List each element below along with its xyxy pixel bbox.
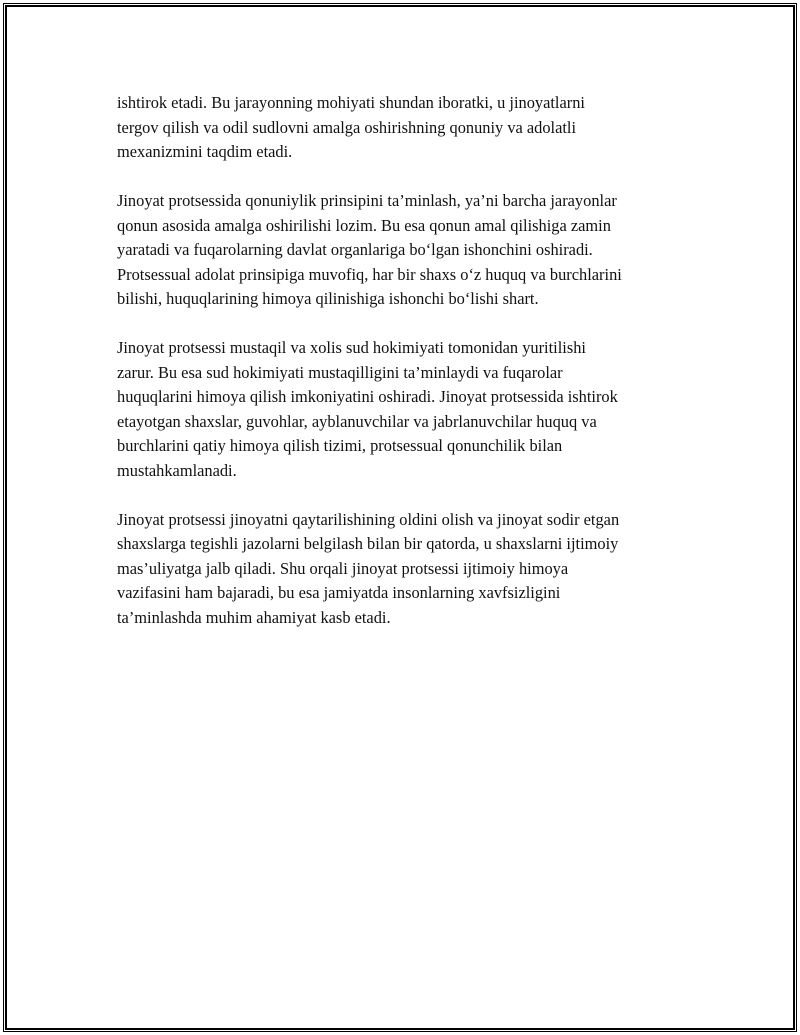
text-line: ishtirok etadi. Bu jarayonning mohiyati shundan iboratki, u jinoyatlarni (117, 93, 585, 112)
text-line: mustahkamlanadi. (117, 460, 237, 480)
text-line: burchlarini qatiy himoya qilish tizimi, protsessual qonunchilik bilan (117, 436, 563, 455)
text-line: etayotgan shaxslar, guvohlar, ayblanuvchilar va jabrlanuvchilar huquq va (117, 411, 597, 431)
text-line: shaxslarga tegishli jazolarni belgilash bilan bir qatorda, u shaxslarni ijtimoiy (117, 534, 619, 553)
text-line: ta’minlashda muhim ahamiyat kasb etadi. (117, 607, 391, 627)
text-line: mexanizmini taqdim etadi. (117, 142, 293, 161)
text-line: Jinoyat protsessi jinoyatni qaytarilishining oldini olish va jinoyat sodir etgan (117, 509, 620, 529)
text-line: vazifasini ham bajaradi, bu esa jamiyatda insonlarning xavfsizligini (117, 583, 561, 602)
document-body (117, 91, 697, 655)
text-line: yaratadi va fuqarolarning davlat organlariga bo‘lgan ishonchini oshiradi. (117, 240, 593, 259)
text-line: bilishi, huquqlarining himoya qilinishiga ishonchi bo‘lishi shart. (117, 289, 539, 308)
paragraph-2 (117, 189, 697, 312)
paragraph-3 (117, 336, 697, 483)
text-line: Jinoyat protsessi mustaqil va xolis sud hokimiyati tomonidan yuritilishi (117, 338, 586, 357)
paragraph-1 (117, 91, 697, 165)
text-line: Protsessual adolat prinsipiga muvofiq, har bir shaxs o‘z huquq va burchlarini (117, 264, 622, 284)
text-line: qonun asosida amalga oshirilishi lozim. Bu esa qonun amal qilishiga zamin (117, 215, 611, 235)
paragraph-4 (117, 508, 697, 631)
text-line: Jinoyat protsessida qonuniylik prinsipini ta’minlash, ya’ni barcha jarayonlar (117, 191, 617, 210)
text-line: tergov qilish va odil sudlovni amalga oshirishning qonuniy va adolatli (117, 117, 577, 137)
text-line: zarur. Bu esa sud hokimiyati mustaqilligini ta’minlaydi va fuqarolar (117, 362, 563, 382)
text-line: mas’uliyatga jalb qiladi. Shu orqali jinoyat protsessi ijtimoiy himoya (117, 558, 569, 578)
text-line: huquqlarini himoya qilish imkoniyatini oshiradi. Jinoyat protsessida ishtirok (117, 387, 618, 406)
